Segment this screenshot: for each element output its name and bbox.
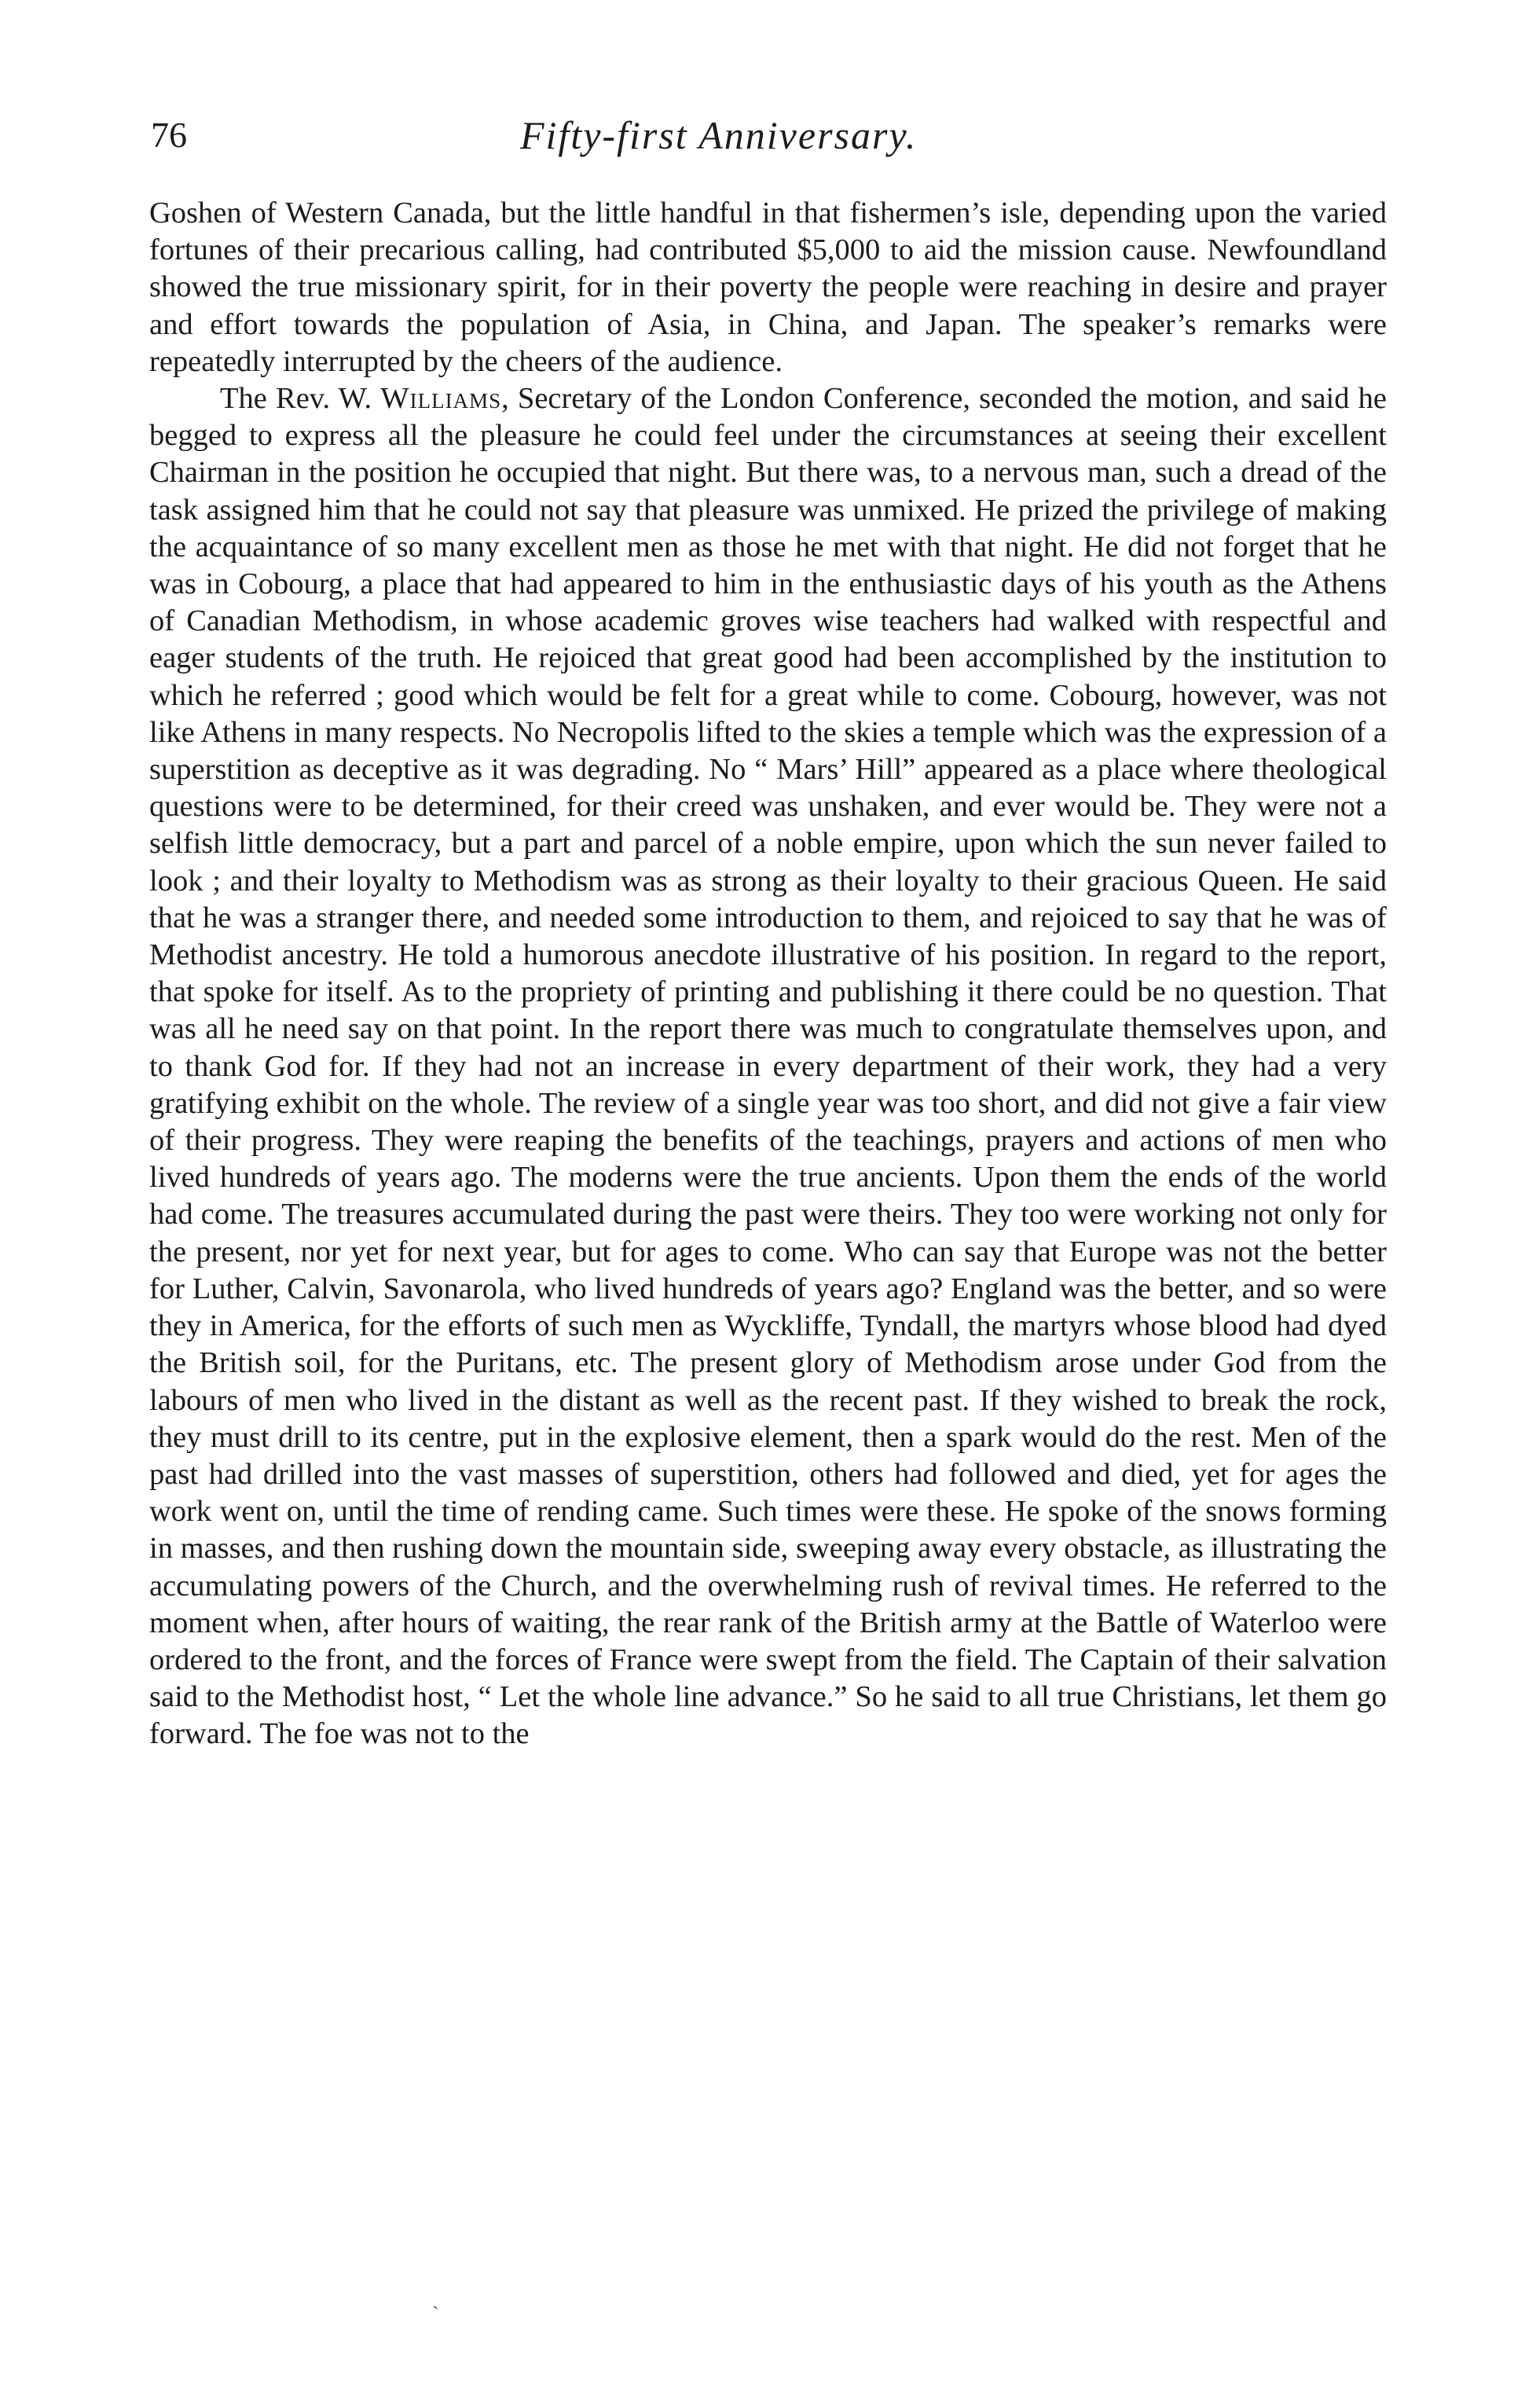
running-title: Fifty-first Anniversary. xyxy=(520,113,918,157)
page-number: 76 xyxy=(151,115,187,155)
paragraph-williams xyxy=(149,380,1387,1753)
page-header xyxy=(151,112,1384,167)
speaker-name: Williams xyxy=(380,382,502,416)
paragraph-text: , Secretary of the London Conference, seconded the motion, and said he begged to express all the pleasure he could feel under the circumstances at seeing their excellent Chairman in the position he occupied that night. But there was, to a nervous man, such a dread of the task assigned him that he could not say that pleasure was unmixed. He prized the privilege of making the acquaintance of so many excellent men as those he met with that night. He did not forget that he was in Cobourg, a place that had appeared to him in the enthusiastic days of his youth as the Athens of Canadian Methodism, in whose academic groves wise teachers had walked with respectful and eager students of the truth. He rejoiced that great good had been accomplished by the institution to which he referred ; good which would be felt for a great while to come. Cobourg, however, was not like Athens in many respects. No Necropolis lifted to the skies a temple which was the expression of a superstition as deceptive as it was degrading. No “ Mars’ Hill” appeared as a place where theological questions were to be determined, for their creed was unshaken, and ever would be. They were not a selfish little democracy, but a part and parcel of a noble empire, upon which the sun never failed to look ; and their loyalty to Methodism was as strong as their loyalty to their gracious Queen. He said that he was a stranger there, and needed some introduction to them, and rejoiced to say that he was of Methodist ancestry. He told a humorous anecdote illustrative of his position. In regard to the report, that spoke for itself. As to the propriety of printing and publishing it there could be no question. That was all he need say on that point. In the report there was much to congratulate themselves upon, and to thank God for. If they had not an increase in every department of their work, they had a very gratifying exhibit on the whole. The review of a single year was too short, and did not give a fair view of their progress. They were reaping the benefits of the teachings, prayers and actions of men who lived hundreds of years ago. The moderns were the true ancients. Upon them the ends of the world had come. The treasures accumulated during the past were theirs. They too were working not only for the present, nor yet for next year, but for ages to come. Who can say that Europe was not the better for Luther, Calvin, Savonarola, who lived hundreds of years ago? England was the better, and so were they in America, for the efforts of such men as Wyckliffe, Tyndall, the martyrs whose blood had dyed the British soil, for the Puritans, etc. The present glory of Methodism arose under God from the labours of men who lived in the distant as well as the recent past. If they wished to break the rock, they must drill to its centre, put in the explosive element, then a spark would do the rest. Men of the past had drilled into the vast masses of superstition, others had followed and died, yet for ages the work went on, until the time of rending came. Such times were these. He spoke of the snows forming in masses, and then rushing down the mountain side, sweeping away every obstacle, as illustrating the accumulating powers of the Church, and the overwhelming rush of revival times. He referred to the moment when, after hours of waiting, the rear rank of the British army at the Battle of Waterloo were ordered to the front, and the forces of France were swept from the field. The Captain of their salvation said to the Methodist host, “ Let the whole line advance.” So he said to all true Christians, let them go forward. The foe was not to the xyxy=(149,382,1388,1751)
body-text xyxy=(149,195,1387,1753)
paragraph-lead: The Rev. W. xyxy=(220,382,381,416)
stray-mark: ˏ xyxy=(432,2287,439,2310)
paragraph-continuation: Goshen of Western Canada, but the little handful in that fishermen’s isle, depending upon the varied fortunes of their precarious calling, had contributed $5,000 to aid the mission cause. Newfoundland showed the true missionary spirit, for in their poverty the people were reaching in desire and prayer and effort towards the population of Asia, in China, and Japan. The speaker’s remarks were repeatedly interrupted by the cheers of the audience. xyxy=(149,196,1387,378)
